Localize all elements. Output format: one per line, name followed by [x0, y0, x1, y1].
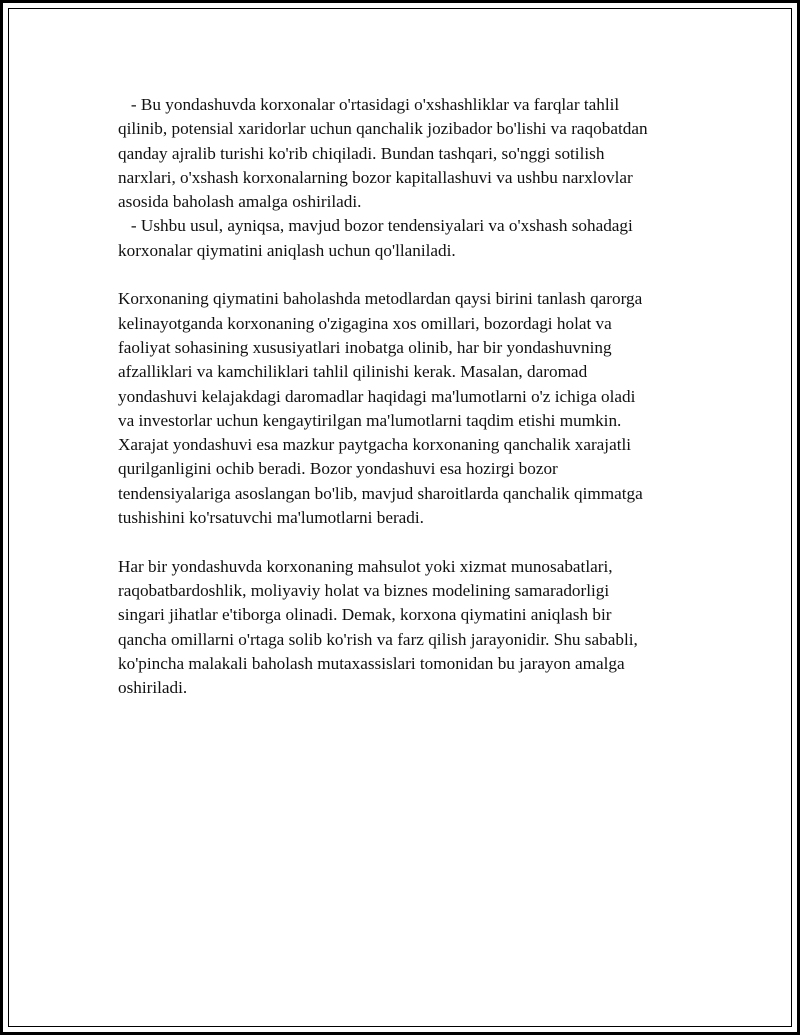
text-line: va investorlar uchun kengaytirilgan ma'lumotlarni taqdim etishi mumkin. — [118, 410, 622, 430]
text-line: yondashuvi kelajakdagi daromadlar haqidagi ma'lumotlarni o'z ichiga oladi — [118, 386, 636, 406]
text-line: - Bu yondashuvda korxonalar o'rtasidagi o'xshashliklar va farqlar tahlil — [118, 95, 620, 114]
text-line: singari jihatlar e'tiborga olinadi. Demak, korxona qiymatini aniqlash bir — [118, 605, 612, 625]
text-line: Korxonaning qiymatini baholashda metodlardan qaysi birini tanlash qarorga — [118, 289, 643, 309]
text-line: tendensiyalariga asoslangan bo'lib, mavjud sharoitlarda qanchalik qimmatga — [118, 483, 643, 503]
text-line: - Ushbu usul, ayniqsa, mavjud bozor tendensiyalari va o'xshash sohadagi — [118, 216, 633, 236]
text-line: narxlari, o'xshash korxonalarning bozor kapitallashuvi va ushbu narxlovlar — [118, 167, 633, 187]
paragraph-method-selection — [118, 287, 708, 530]
text-line: tushishini ko'rsatuvchi ma'lumotlarni beradi. — [118, 508, 424, 528]
paragraph-comparative-approach — [118, 93, 708, 263]
text-line: ko'pincha malakali baholash mutaxassislari tomonidan bu jarayon amalga — [118, 653, 625, 673]
text-line: qancha omillarni o'rtaga solib ko'rish va farz qilish jarayonidir. Shu sababli, — [118, 629, 638, 649]
text-line: qanday ajralib turishi ko'rib chiqiladi. Bundan tashqari, so'nggi sotilish — [118, 143, 605, 163]
text-line: oshiriladi. — [118, 678, 188, 698]
paragraph-gap — [118, 263, 708, 287]
document-body — [118, 93, 708, 700]
text-line: asosida baholash amalga oshiriladi. — [118, 192, 362, 212]
text-line: Xarajat yondashuvi esa mazkur paytgacha korxonaning qanchalik xarajatli — [118, 435, 632, 455]
text-line: qurilganligini ochib beradi. Bozor yondashuvi esa hozirgi bozor — [118, 459, 558, 479]
text-line: kelinayotganda korxonaning o'zigagina xos omillari, bozordagi holat va — [118, 313, 612, 333]
text-line: qilinib, potensial xaridorlar uchun qanchalik jozibador bo'lishi va raqobatdan — [118, 119, 648, 139]
text-line: korxonalar qiymatini aniqlash uchun qo'llaniladi. — [118, 240, 456, 260]
paragraph-gap — [118, 530, 708, 554]
text-line: Har bir yondashuvda korxonaning mahsulot yoki xizmat munosabatlari, — [118, 556, 613, 576]
text-line: afzalliklari va kamchiliklari tahlil qilinishi kerak. Masalan, daromad — [118, 362, 588, 382]
text-line: faoliyat sohasining xususiyatlari inobatga olinib, har bir yondashuvning — [118, 337, 612, 357]
text-line: raqobatbardoshlik, moliyaviy holat va biznes modelining samaradorligi — [118, 580, 610, 600]
paragraph-factors-conclusion — [118, 555, 708, 701]
